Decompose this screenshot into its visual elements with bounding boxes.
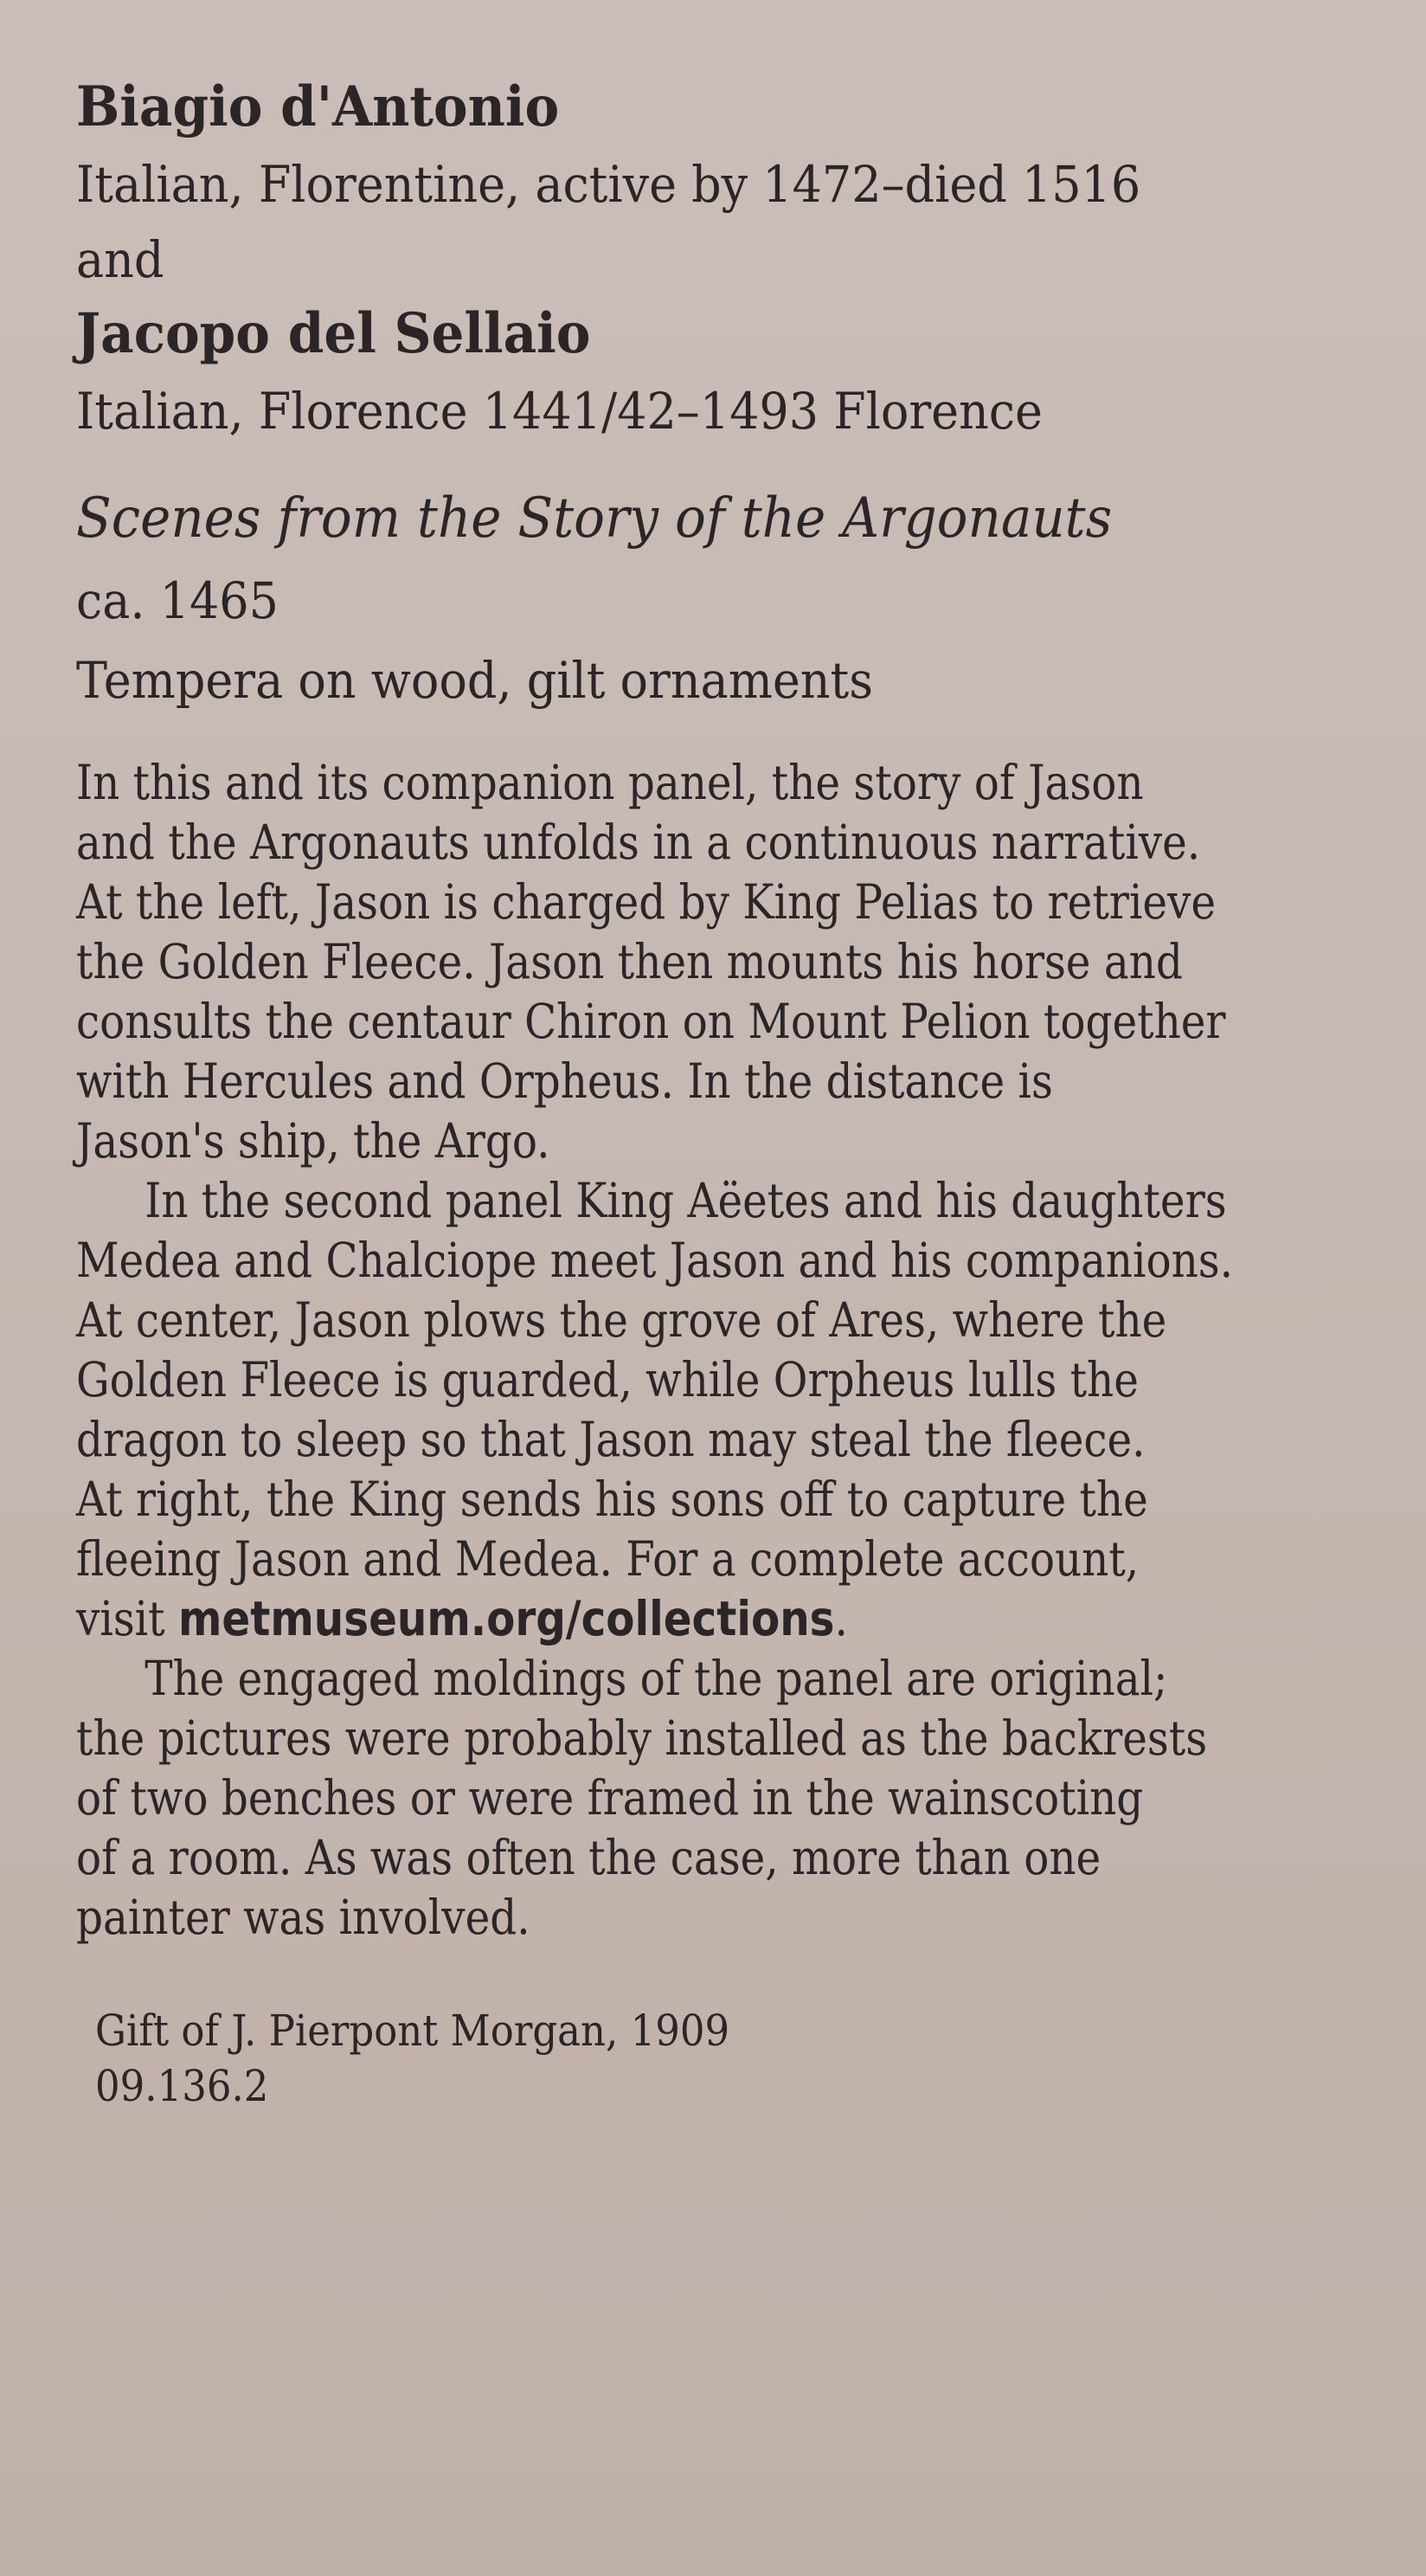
text-line: Jason's ship, the Argo. [76, 1113, 550, 1169]
text-line: Medea and Chalciope meet Jason and his companions. [76, 1233, 1233, 1288]
artwork-date: ca. 1465 [76, 571, 279, 630]
collections-link[interactable]: metmuseum.org/collections [177, 1591, 835, 1646]
link-suffix: . [834, 1591, 848, 1646]
text-line: consults the centaur Chiron on Mount Pelion together [76, 994, 1226, 1049]
text-line: At right, the King sends his sons off to capture the [76, 1472, 1148, 1527]
credit-line [76, 2003, 1391, 2114]
description [76, 753, 1426, 1948]
artist-name-1: Biagio d'Antonio [76, 74, 560, 139]
text-line: with Hercules and Orpheus. In the distance is [76, 1053, 1053, 1109]
text-line: The engaged moldings of the panel are original; [145, 1651, 1168, 1706]
credit-text: Gift of J. Pierpont Morgan, 1909 [95, 2006, 730, 2056]
text-line: At the left, Jason is charged by King Pelias to retrieve [76, 874, 1217, 930]
text-line: fleeing Jason and Medea. For a complete account, [76, 1531, 1140, 1587]
text-line: of a room. As was often the case, more than one [76, 1830, 1102, 1885]
text-line: Golden Fleece is guarded, while Orpheus lulls the [76, 1352, 1139, 1407]
text-line: In this and its companion panel, the story of Jason [76, 755, 1144, 810]
text-line: and the Argonauts unfolds in a continuous narrative. [76, 815, 1201, 870]
artist-connector: and [76, 230, 164, 289]
artist-info-1: Italian, Florentine, active by 1472–died 1516 [76, 155, 1141, 214]
accession-number: 09.136.2 [95, 2061, 269, 2111]
text-line-with-link [76, 1589, 1264, 1649]
text-line: In the second panel King Aëetes and his daughters [145, 1173, 1227, 1228]
artwork-title: Scenes from the Story of the Argonauts [76, 486, 1113, 551]
text-line: painter was involved. [76, 1890, 530, 1945]
link-prefix: visit [76, 1591, 178, 1646]
museum-label [76, 69, 1391, 2114]
artist-info-2: Italian, Florence 1441/42–1493 Florence [76, 382, 1043, 441]
description-paragraph-1 [76, 753, 1426, 1171]
description-paragraph-2 [76, 1171, 1426, 1649]
artist-name-2: Jacopo del Sellaio [76, 301, 591, 366]
description-paragraph-3 [76, 1649, 1426, 1948]
text-line: the Golden Fleece. Jason then mounts his horse and [76, 934, 1183, 989]
artwork-medium: Tempera on wood, gilt ornaments [76, 651, 873, 710]
text-line: of two benches or were framed in the wainscoting [76, 1770, 1144, 1826]
text-line: At center, Jason plows the grove of Ares, where the [76, 1292, 1167, 1348]
text-line: dragon to sleep so that Jason may steal the fleece. [76, 1412, 1146, 1467]
text-line: the pictures were probably installed as the backrests [76, 1710, 1208, 1766]
